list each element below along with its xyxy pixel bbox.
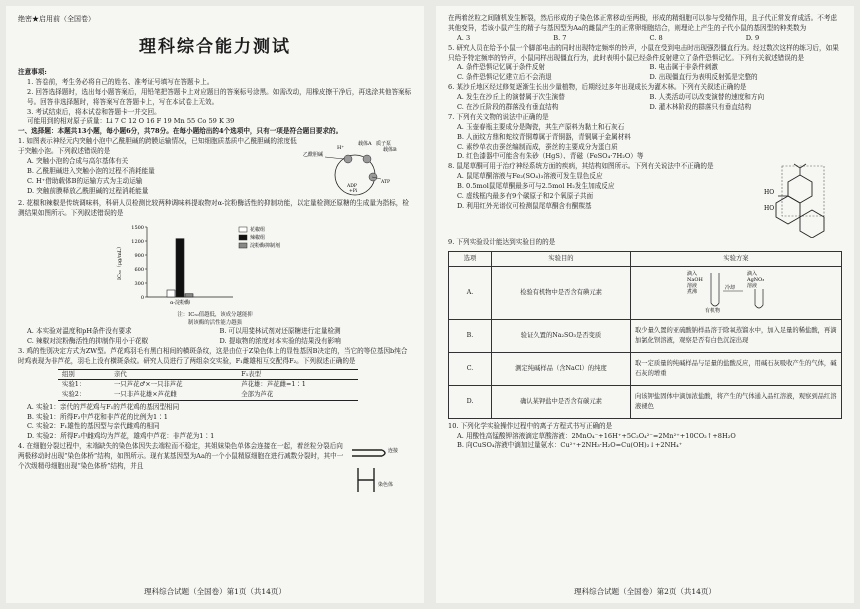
q3-row2-group: 实验2： <box>58 390 110 400</box>
q4-continued: 在两着丝粒之间随机发生断裂，然后形成的子染色体正常移动至两极，形成的精细胞可以参与受精作用，且子代正常发育成活。不考虑其他变异，若该小鼠产生的精子与基因型为Aa的雌鼠产生的正常卵细胞结合，则理论上产生的子代小鼠的基因型的种类数为 <box>448 14 838 32</box>
y-tick-label-3: 900 <box>134 252 144 259</box>
q3-head-parents: 亲代 <box>110 369 237 380</box>
q1-stem: 1. 如图表示神经元内突触小泡中乙酰胆碱的跨膜运输情况，已知细胞质基质中乙酰胆碱的浓度低于突触小泡。下列叙述错误的是 <box>18 137 297 156</box>
q3-cross-table <box>58 369 358 401</box>
x-category-label: α-淀粉酶 <box>169 300 191 307</box>
q9-row-a-purpose: 检验有机物中是否含有碘元素 <box>492 266 631 319</box>
notice-1: 1. 答卷前，考生务必将自己的姓名、准考证号填写在答题卡上。 <box>27 77 214 86</box>
label-h-ion: H⁺ <box>337 145 344 152</box>
q3-row1-group: 实验1： <box>62 380 86 389</box>
notice-heading: 注意事项: <box>18 68 47 76</box>
label-carrier-a: 载体A <box>358 141 372 148</box>
q2-caption-1: 注：IC₅₀值越低，该成分越能抑 <box>177 312 253 319</box>
label-proton-pump: 质子泵 <box>376 141 392 148</box>
section-heading: 一、选择题：本题共13小题，每小题6分，共78分。在每小题给出的4个选项中，只有一项是符合题目要求的。 <box>18 127 343 136</box>
q3-option-d: D. 实验2：所得F₂中雌鸡均为芦花，雄鸡中芦花：非芦花为1∶1 <box>27 432 215 441</box>
label-ho-1: HO <box>764 189 775 197</box>
q3-stem: 3. 鸡的性别决定方式为ZW型。芦花鸡羽毛有黑白相间的横斑条纹，这是由位于Z染色体上的显性基因B决定的，当它的等位基因b纯合时鸡表现为非芦花，羽毛上没有横斑条纹。研究人员进行了两组杂交实验，F₁雌雄相互交配得F₂。下列叙述正确的是 <box>18 347 408 365</box>
q4-option-a: A. 3 <box>457 33 471 42</box>
q3-row1-f1: 芦花雄：芦花雌=1∶1 <box>241 380 306 389</box>
q6-options <box>448 93 842 113</box>
q10-option-b: B. 向CuSO₄溶液中滴加过量氨水：Cu²⁺+2NH₃·H₂O=Cu(OH)₂↓+2NH₄⁺ <box>457 441 683 450</box>
label-adp: ADP <box>347 184 357 190</box>
q6-stem: 6. 某沙丘地区经过修复逐渐生长出少量植物，后期经过多年出现成长为灌木林。下列有关叙述正确的是 <box>448 83 747 92</box>
atomic-masses: 可能用到的相对原子质量：Li 7 C 12 O 16 F 19 Mn 55 Co 59 K 39 <box>27 117 235 126</box>
page-left <box>6 6 424 603</box>
q9-row-b-option: B. <box>449 319 492 352</box>
q7-stem: 7. 下列有关文物的说法中正确的是 <box>448 112 549 121</box>
footer-right: 理科综合试题（全国卷）第2页（共14页） <box>574 586 716 596</box>
legend-label-1: 辣椒组 <box>250 235 266 242</box>
q4-stem: 4. 在细胞分裂过程中，末端缺失的染色体因失去端粒而不稳定，其姐妹染色单体会连接在一起，着丝粒分裂后向两极移动时出现“染色体桥”结构，如图所示。现有某基因型为Aa的一个小鼠精原细胞在进行减数分裂时，其中一个次级精母细胞出现“染色体桥”结构，并且 <box>18 442 344 470</box>
q1-option-c: C. H⁺借助载体B的运输方式为主动运输 <box>27 176 143 185</box>
q8-option-c: C. 虚线框内最多有9个碳原子和2个氧原子共面 <box>457 192 594 201</box>
label-drop-1: 滴入 <box>687 270 698 277</box>
y-tick-label-5: 1500 <box>131 224 144 231</box>
legend-swatch-0 <box>239 227 247 232</box>
q3-option-c: C. 实验2：F₁雄性的基因型与亲代雌鸡的相同 <box>27 422 160 431</box>
q7-option-d: D. 红色漆器中可能含有朱砂（HgS）、青磁（FeSO₄·7H₂O）等 <box>457 152 644 161</box>
q9-row-d-plan: 向该钾盐固体中滴加浓盐酸，将产生的气体通入品红溶液，观察到品红溶液褪色 <box>631 385 842 418</box>
q9-row-a-plan <box>631 266 842 319</box>
q9-row-c-plan: 取一定质量的纯碱样品与足量的盐酸反应，用碱石灰吸收产生的气体，碱石灰的增重 <box>631 352 842 385</box>
q9-head-purpose: 实验目的 <box>492 252 631 266</box>
y-tick-label-4: 1200 <box>131 238 144 245</box>
exam-title: 理科综合能力测试 <box>139 36 291 57</box>
label-atp: ATP <box>381 180 391 186</box>
label-cool: 冷却 <box>725 284 736 291</box>
ic50-bar-chart <box>115 221 315 309</box>
q3-option-b: B. 实验1：所得F₂中芦花和非芦花的比例为1∶1 <box>27 412 168 421</box>
synaptic-vesicle-diagram <box>303 137 403 199</box>
q5-option-d: D. 出现僵直行为表明反射弧是完整的 <box>649 73 758 82</box>
chromosome-bridge-diagram <box>348 442 408 500</box>
label-naoh: NaOH <box>687 276 703 283</box>
q4-option-c: C. 8 <box>649 33 663 42</box>
q2-option-a: A. 本实验对温度和pH条件没有要求 <box>27 327 132 336</box>
q7-option-b: B. 人面纹方鼎和蛇纹青铜尊属于青铜器，青铜属于金属材料 <box>457 132 631 141</box>
q6-option-c: C. 在沙丘阶段的群落没有垂直结构 <box>457 103 559 112</box>
q1-option-d: D. 突触前膜释放乙酰胆碱的过程消耗能量 <box>27 186 149 195</box>
label-connect: 连接 <box>388 448 399 455</box>
q2-option-b: B. 可以用斐林试剂对还原糖进行定量检测 <box>219 327 341 336</box>
q9-row-b-purpose: 验证久置的Na₂SO₃是否变质 <box>492 319 631 352</box>
legend-swatch-1 <box>239 235 247 240</box>
bar-2 <box>185 294 193 297</box>
q3-row2-f1: 全部为芦花 <box>237 390 358 400</box>
label-pi: +Pi <box>349 189 358 195</box>
q2-caption-2: 制该酶的活性能力越强 <box>188 320 242 327</box>
q3-head-f1: F₁表型 <box>237 369 358 380</box>
q4-options <box>448 34 842 44</box>
legend-swatch-2 <box>239 243 247 248</box>
q9-head-plan: 实验方案 <box>631 252 842 266</box>
label-agno3: AgNO₃ <box>747 276 765 283</box>
q9-row-a-option: A. <box>449 266 492 319</box>
q5-option-c: C. 条件恐惧记忆建立后不会消退 <box>457 73 552 82</box>
legend-label-2: 淀粉酶抑制剂 <box>250 243 281 250</box>
q3-option-a: A. 实验1：亲代的芦花鸡与F₁的芦花鸡的基因型相同 <box>27 402 180 411</box>
y-axis-label: IC₅₀（μg/mL） <box>117 244 123 281</box>
q10-stem: 10. 下列化学实验操作过程中的离子方程式书写正确的是 <box>448 421 613 430</box>
y-tick-label-1: 300 <box>134 280 144 287</box>
question-8 <box>448 162 842 238</box>
label-solution-1: 溶液 <box>687 282 698 289</box>
label-chromosome: 染色体 <box>378 482 394 489</box>
legend-label-0: 花椒组 <box>250 227 266 234</box>
q9-row-d-purpose: 确认某钾盐中是否含有碳元素 <box>492 385 631 418</box>
q3-row1-parents: 一只芦花♂×一只非芦花 <box>113 380 183 389</box>
q9-row-d-option: D. <box>449 385 492 418</box>
label-acetylcholine: 乙酰胆碱 <box>303 152 324 159</box>
q9-stem: 9. 下列实验设计能达到实验目的的是 <box>448 238 556 247</box>
label-organic: 有机物 <box>705 307 721 313</box>
q7-option-a: A. 玉壶春瓶主要成分是陶瓷，其生产原料为黏土和石灰石 <box>457 122 625 131</box>
notice-3: 3. 考试结束后，将本试卷和答题卡一并交回。 <box>27 107 161 116</box>
q4-option-d: D. 9 <box>745 33 760 42</box>
bar-1 <box>176 239 184 297</box>
q2-stem: 2. 花椒和辣椒是传统调味料，科研人员检测比较两种调味料提取物对α-淀粉酶活性的抑制功能，以定量检测还原糖的生成量为指标，检测结果如图所示。下列叙述错误的是 <box>18 199 409 218</box>
q6-option-d: D. 灌木林阶段的群落只有垂直结构 <box>649 103 752 112</box>
q1-option-b: B. 乙酰胆碱进入突触小泡的过程不消耗能量 <box>27 166 155 175</box>
molecule-structure <box>748 162 828 238</box>
q8-stem: 8. 鼠尾草酮可用于治疗神经系统方面的疾病，其结构如图所示。下列有关说法中不正确的是 <box>448 162 714 171</box>
q4-option-b: B. 7 <box>553 33 567 42</box>
q2-options <box>18 327 412 347</box>
q9-row-c-option: C. <box>449 352 492 385</box>
page-right <box>436 6 854 603</box>
question-4 <box>18 442 412 500</box>
q8-option-d: D. 利用红外光谱仪可检测鼠尾草酮含有酮羰基 <box>457 201 592 210</box>
q6-option-b: B. 人类活动可以改变演替的速度和方向 <box>649 93 765 102</box>
label-solution-2: 溶液 <box>747 282 758 289</box>
label-carrier-b: 载体B <box>383 147 397 154</box>
question-1 <box>18 137 412 199</box>
label-ho-2: HO <box>764 205 775 213</box>
q3-head-group: 组别 <box>58 369 110 380</box>
q9-row-c-purpose: 测定纯碱样品（含NaCl）的纯度 <box>492 352 631 385</box>
q1-option-a: A. 突触小泡的合成与高尔基体有关 <box>27 157 129 166</box>
q5-options <box>448 63 842 83</box>
q7-option-c: C. 素纱单衣由蚕丝编制而成，蚕丝的主要成分为蛋白质 <box>457 142 618 151</box>
q3-row2-parents: 一只非芦花雄×芦花雌 <box>110 390 237 400</box>
secret-mark: 绝密★启用前（全国卷） <box>18 15 95 23</box>
q9-experiment-table <box>448 251 842 418</box>
q10-option-a: A. 用酸性高锰酸钾溶液滴定草酸溶液：2MnO₄⁻+16H⁺+5C₂O₄²⁻=2Mn²⁺+10CO₂↑+8H₂O <box>457 431 736 440</box>
q2-option-d: D. 提取物的浓度对本实验的结果没有影响 <box>219 337 341 346</box>
q9-apparatus-diagram <box>635 269 835 313</box>
notice-2: 2. 回答选择题时，选出每小题答案后，用铅笔把答题卡上对应题目的答案标号涂黑。如需改动，用橡皮擦干净后，再选涂其他答案标号。回答非选择题时，将答案写在答题卡上，写在本试卷上无效。 <box>27 87 412 106</box>
q6-option-a: A. 发生在沙丘上的演替属于次生演替 <box>457 93 565 102</box>
q8-option-b: B. 0.5mol鼠尾草酮最多可与2.5mol H₂发生加成反应 <box>457 182 615 191</box>
y-tick-label-2: 600 <box>134 266 144 273</box>
q5-option-a: A. 条件恐惧记忆属于条件反射 <box>457 63 546 72</box>
label-drop-2: 滴入 <box>747 270 758 277</box>
q2-option-c: C. 辣椒对淀粉酶活性的抑制作用小于花椒 <box>27 337 149 346</box>
q9-head-option: 选项 <box>449 252 492 266</box>
q8-option-a: A. 鼠尾草酮溶液与Fe₂(SO₄)₃溶液可发生显色反应 <box>457 172 603 181</box>
q9-row-b-plan: 取少量久置的亚硫酸钠样品溶于除氧蒸馏水中，加入足量的稀盐酸，再滴加氯化钡溶液，观察是否有白色沉淀出现 <box>631 319 842 352</box>
q5-option-b: B. 电击属于非条件刺激 <box>649 63 718 72</box>
label-boil: 煮沸 <box>687 288 698 295</box>
y-tick-label-0: 0 <box>140 294 144 301</box>
q5-stem: 5. 研究人员在给予小鼠一个脚部电击的同时出现特定频率的铃声，小鼠在受到电击时出现强烈僵直行为。经过数次这样的练习后，如果只给予特定频率的铃声，小鼠同样出现僵直行为，此时表明小鼠已经条件反射建立了条件恐惧记忆。下列有关叙述错误的是 <box>448 43 839 62</box>
bar-0 <box>167 290 175 297</box>
footer-left: 理科综合试题（全国卷）第1页（共14页） <box>144 586 286 596</box>
